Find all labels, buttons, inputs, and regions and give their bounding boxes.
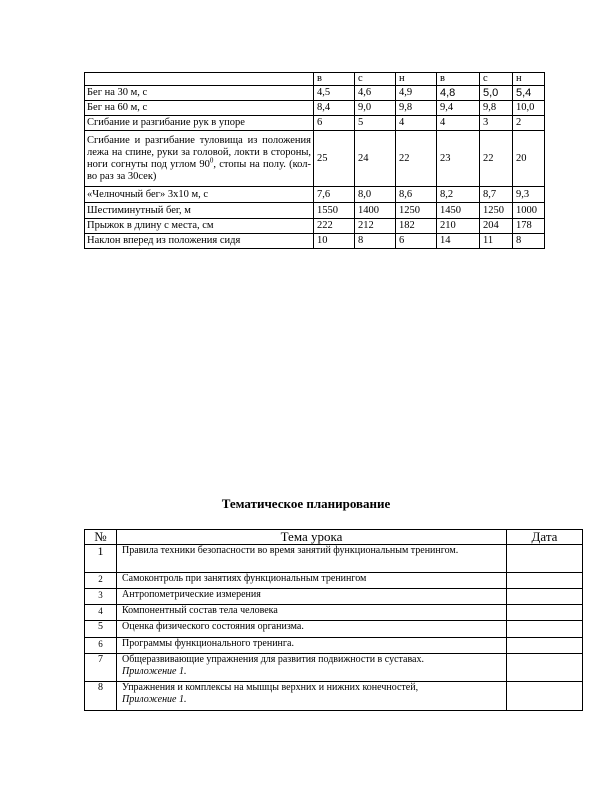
norms-value: 20	[513, 131, 545, 187]
norms-value: 14	[437, 234, 480, 249]
norms-value: 182	[396, 219, 437, 234]
norms-value: 8	[513, 234, 545, 249]
plan-topic-text: Общеразвивающие упражнения для развития подвижности в суставах.	[122, 654, 424, 665]
plan-row-date	[507, 605, 583, 621]
norms-value: 11	[480, 234, 513, 249]
plan-topic-text: Упражнения и комплексы на мышцы верхних и нижних конечностей,	[122, 682, 419, 693]
norms-value: 204	[480, 219, 513, 234]
norms-row	[85, 101, 545, 116]
plan-topic-text: Антропометрические измерения	[122, 589, 261, 600]
norms-value: 24	[355, 131, 396, 187]
norms-exercise: Шестиминутный бег, м	[85, 203, 314, 219]
norms-value: 1400	[355, 203, 396, 219]
norms-value: 4,5	[314, 86, 355, 101]
norms-value: 1550	[314, 203, 355, 219]
norms-value: 5,0	[480, 86, 513, 101]
plan-row-num: 1	[85, 545, 117, 573]
norms-exercise: Сгибание и разгибание рук в упоре	[85, 116, 314, 131]
norms-value: 9,8	[396, 101, 437, 116]
plan-row-date	[507, 654, 583, 682]
norms-value: 22	[480, 131, 513, 187]
norms-exercise: Прыжок в длину с места, см	[85, 219, 314, 234]
norms-row	[85, 86, 545, 101]
norms-value: 10	[314, 234, 355, 249]
plan-row-topic	[117, 589, 507, 605]
plan-row-topic	[117, 638, 507, 654]
plan-header-num: №	[85, 530, 117, 545]
norms-value: 22	[396, 131, 437, 187]
norms-value: 8,2	[437, 187, 480, 203]
norms-value: 3	[480, 116, 513, 131]
norms-value: 7,6	[314, 187, 355, 203]
norms-exercise	[85, 131, 314, 187]
plan-row	[85, 605, 583, 621]
plan-topic-text: Программы функционального тренинга.	[122, 638, 294, 649]
plan-header-topic: Тема урока	[117, 530, 507, 545]
norms-header-cell: с	[355, 73, 396, 86]
norms-row	[85, 116, 545, 131]
plan-row-date	[507, 621, 583, 638]
norms-value: 8,4	[314, 101, 355, 116]
plan-row-num: 8	[85, 682, 117, 711]
norms-value: 4,9	[396, 86, 437, 101]
norms-value: 4	[437, 116, 480, 131]
norms-row	[85, 203, 545, 219]
norms-value: 178	[513, 219, 545, 234]
norms-value: 1250	[480, 203, 513, 219]
norms-exercise-tail: , стопы на полу. (кол-во раз за 30сек)	[87, 158, 311, 182]
plan-row	[85, 621, 583, 638]
norms-value: 222	[314, 219, 355, 234]
plan-row	[85, 682, 583, 711]
plan-row-date	[507, 545, 583, 573]
norms-exercise: Бег на 30 м, с	[85, 86, 314, 101]
norms-header-cell: н	[396, 73, 437, 86]
plan-row-topic	[117, 573, 507, 589]
norms-value: 6	[396, 234, 437, 249]
plan-header-date: Дата	[507, 530, 583, 545]
norms-exercise: Бег на 60 м, с	[85, 101, 314, 116]
plan-topic-text: Самоконтроль при занятиях функциональным тренингом	[122, 573, 367, 584]
plan-topic-text: Правила техники безопасности во время занятий функциональным тренингом.	[122, 545, 459, 556]
norms-header-row	[85, 73, 545, 86]
plan-row	[85, 545, 583, 573]
norms-row	[85, 187, 545, 203]
norms-value: 212	[355, 219, 396, 234]
norms-value: 4,8	[437, 86, 480, 101]
norms-value: 10,0	[513, 101, 545, 116]
norms-value: 8,7	[480, 187, 513, 203]
plan-row	[85, 573, 583, 589]
norms-header-cell: в	[437, 73, 480, 86]
norms-value: 9,3	[513, 187, 545, 203]
norms-value: 9,0	[355, 101, 396, 116]
norms-exercise-text: Сгибание и разгибание туловища из положения лежа на спине, руки за головой, локти в стороны, ноги согнуты под углом 90	[87, 134, 311, 170]
plan-row-date	[507, 589, 583, 605]
norms-value: 8,6	[396, 187, 437, 203]
norms-value: 23	[437, 131, 480, 187]
plan-topic-note: Приложение 1.	[122, 666, 187, 677]
plan-row-topic	[117, 545, 507, 573]
norms-value: 2	[513, 116, 545, 131]
plan-row-num: 4	[85, 605, 117, 621]
norms-value: 1450	[437, 203, 480, 219]
plan-header-row	[85, 530, 583, 545]
plan-row-topic	[117, 654, 507, 682]
plan-row-num: 7	[85, 654, 117, 682]
norms-value: 5,4	[513, 86, 545, 101]
norms-value: 8,0	[355, 187, 396, 203]
plan-row-topic	[117, 605, 507, 621]
section-title: Тематическое планирование	[221, 496, 391, 511]
plan-row-date	[507, 573, 583, 589]
plan-row-num: 3	[85, 589, 117, 605]
plan-row-date	[507, 638, 583, 654]
norms-value: 9,4	[437, 101, 480, 116]
norms-header-cell: с	[480, 73, 513, 86]
norms-value: 8	[355, 234, 396, 249]
plan-topic-text: Компонентный состав тела человека	[122, 605, 278, 616]
norms-value: 5	[355, 116, 396, 131]
plan-topic-text: Оценка физического состояния организма.	[122, 621, 304, 632]
plan-row-num: 6	[85, 638, 117, 654]
plan-row-date	[507, 682, 583, 711]
plan-row-num: 2	[85, 573, 117, 589]
norms-value: 210	[437, 219, 480, 234]
plan-row-topic	[117, 621, 507, 638]
plan-topic-note: Приложение 1.	[122, 694, 187, 705]
plan-row-topic	[117, 682, 507, 711]
plan-row-num: 5	[85, 621, 117, 638]
norms-value: 4,6	[355, 86, 396, 101]
norms-header-cell: в	[314, 73, 355, 86]
norms-table	[84, 72, 545, 249]
norms-header-empty	[85, 73, 314, 86]
norms-value: 6	[314, 116, 355, 131]
plan-row	[85, 654, 583, 682]
norms-value: 4	[396, 116, 437, 131]
norms-row	[85, 219, 545, 234]
norms-value: 25	[314, 131, 355, 187]
norms-value: 1000	[513, 203, 545, 219]
plan-table	[84, 529, 583, 711]
norms-value: 1250	[396, 203, 437, 219]
norms-row	[85, 234, 545, 249]
norms-value: 9,8	[480, 101, 513, 116]
plan-row	[85, 638, 583, 654]
norms-header-cell: н	[513, 73, 545, 86]
norms-exercise-degree: 0	[209, 156, 214, 164]
norms-row	[85, 131, 545, 187]
norms-exercise: «Челночный бег» 3х10 м, с	[85, 187, 314, 203]
norms-exercise: Наклон вперед из положения сидя	[85, 234, 314, 249]
plan-row	[85, 589, 583, 605]
